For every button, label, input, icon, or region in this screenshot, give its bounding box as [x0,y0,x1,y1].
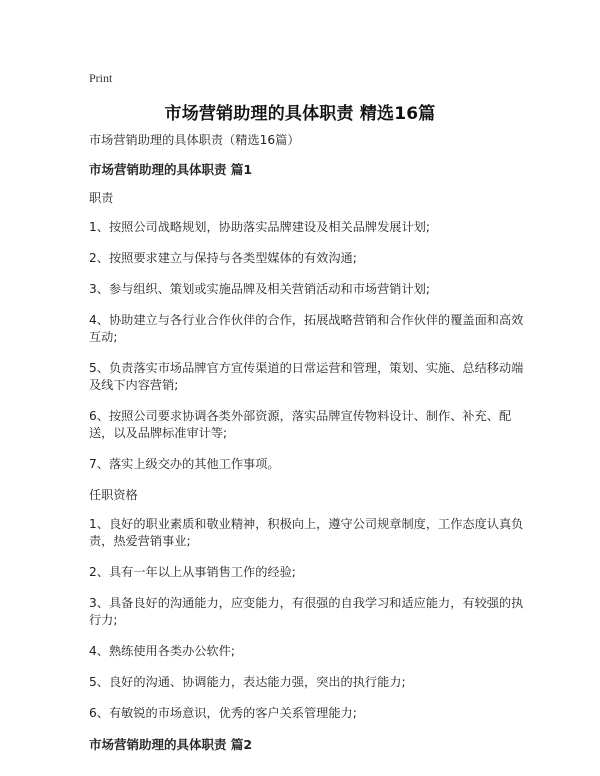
print-link[interactable]: Print [89,71,113,85]
page-title: 市场营销助理的具体职责 精选16篇 [164,104,436,124]
section-heading-1: 市场营销助理的具体职责 篇1 [89,162,253,177]
requirements-label: 任职资格 [89,488,138,502]
duty-item: 6、按照公司要求协调各类外部资源，落实品牌宣传物料设计、制作、补充、配送，以及品牌标准审计等; [89,409,512,440]
requirement-item: 6、有敏锐的市场意识，优秀的客户关系管理能力; [89,706,357,720]
requirement-item: 1、良好的职业素质和敬业精神，积极向上，遵守公司规章制度，工作态度认真负责，热爱营销事业; [89,517,524,548]
duty-item: 1、按照公司战略规划，协助落实品牌建设及相关品牌发展计划; [89,220,430,234]
requirement-item: 2、具有一年以上从事销售工作的经验; [89,565,296,579]
requirement-item: 5、良好的沟通、协调能力，表达能力强，突出的执行能力; [89,675,406,689]
duty-item: 3、参与组织、策划或实施品牌及相关营销活动和市场营销计划; [89,282,430,296]
section-heading-2: 市场营销助理的具体职责 篇2 [89,737,253,752]
article-subtitle: 市场营销助理的具体职责（精选16篇） [89,133,300,147]
duties-label: 职责 [89,191,114,205]
duty-item: 5、负责落实市场品牌官方宣传渠道的日常运营和管理，策划、实施、总结移动端及线下内容营销; [89,361,524,392]
requirement-item: 4、熟练使用各类办公软件; [89,644,235,658]
requirement-item: 3、具备良好的沟通能力，应变能力，有很强的自我学习和适应能力，有较强的执行力; [89,596,524,627]
duty-item: 7、落实上级交办的其他工作事项。 [89,457,280,471]
duty-item: 4、协助建立与各行业合作伙伴的合作，拓展战略营销和合作伙伴的覆盖面和高效互动; [89,313,524,344]
article-body [89,132,529,765]
duty-item: 2、按照要求建立与保持与各类型媒体的有效沟通; [89,251,357,265]
